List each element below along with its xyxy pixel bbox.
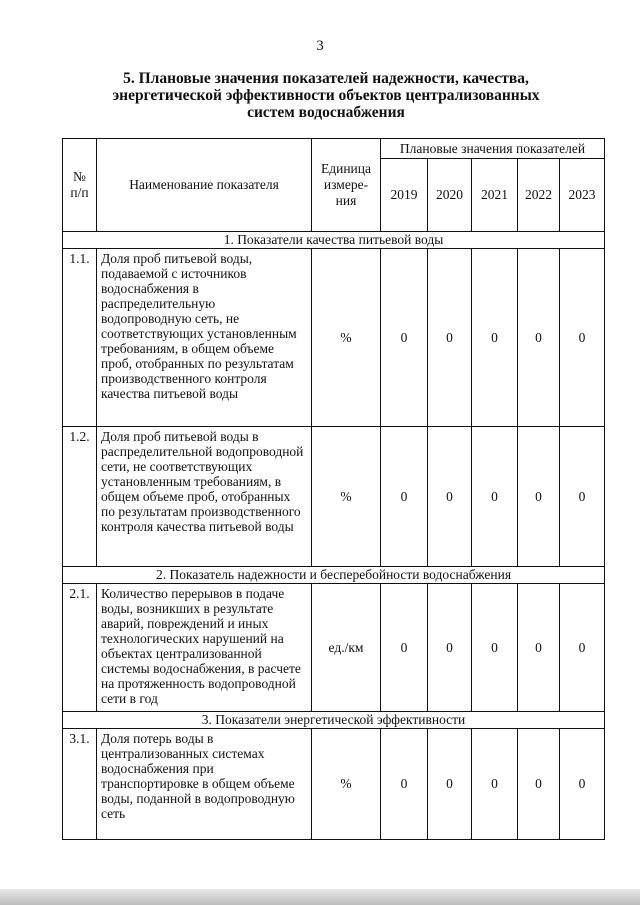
value-2019: 0 <box>381 584 428 712</box>
indicator-unit: ед./км <box>312 584 381 712</box>
section-row <box>63 232 605 249</box>
table-row <box>63 729 605 840</box>
section-row <box>63 567 605 584</box>
value-2023: 0 <box>560 729 605 840</box>
value-2020: 0 <box>428 249 472 427</box>
value-2019: 0 <box>381 249 428 427</box>
section-title: 3. Показатели энергетической эффективности <box>63 712 605 729</box>
indicator-name: Доля проб питьевой воды, подаваемой с источников водоснабжения в распределительную водопроводную сеть, не соответствующих установленным требованиям, в общем объеме проб, отобранных по результатам производственного контроля качества питьевой воды <box>97 249 312 427</box>
value-2023: 0 <box>560 584 605 712</box>
indicator-unit: % <box>312 249 381 427</box>
section-title: 1. Показатели качества питьевой воды <box>63 232 605 249</box>
section-row <box>63 712 605 729</box>
value-2019: 0 <box>381 427 428 567</box>
row-number: 1.2. <box>63 427 97 567</box>
row-number: 1.1. <box>63 249 97 427</box>
header-name: Наименование показателя <box>97 139 312 232</box>
value-2020: 0 <box>428 729 472 840</box>
indicators-table <box>62 138 605 840</box>
table-row <box>63 584 605 712</box>
indicator-unit: % <box>312 427 381 567</box>
value-2023: 0 <box>560 427 605 567</box>
value-2021: 0 <box>472 584 518 712</box>
value-2022: 0 <box>518 427 560 567</box>
document-title <box>96 70 556 121</box>
value-2020: 0 <box>428 427 472 567</box>
title-line-3: систем водоснабжения <box>247 104 405 121</box>
header-unit: Единица измере- ния <box>312 139 381 232</box>
indicator-name: Количество перерывов в подаче воды, возникших в результате аварий, повреждений и иных технологических нарушений на объектах централизованной системы водоснабжения, в расчете на протяженность водопроводной сети в год <box>97 584 312 712</box>
header-year-2023: 2023 <box>560 159 605 232</box>
header-year-2021: 2021 <box>472 159 518 232</box>
section-title: 2. Показатель надежности и бесперебойности водоснабжения <box>63 567 605 584</box>
header-year-2019: 2019 <box>381 159 428 232</box>
value-2021: 0 <box>472 729 518 840</box>
row-number: 2.1. <box>63 584 97 712</box>
header-year-2022: 2022 <box>518 159 560 232</box>
value-2021: 0 <box>472 427 518 567</box>
table-row <box>63 427 605 567</box>
title-line-2: энергетической эффективности объектов централизованных <box>112 87 540 104</box>
value-2019: 0 <box>381 729 428 840</box>
title-line-1: 5. Плановые значения показателей надежности, качества, <box>123 70 529 87</box>
indicator-unit: % <box>312 729 381 840</box>
row-number: 3.1. <box>63 729 97 840</box>
indicator-name: Доля потерь воды в централизованных системах водоснабжения при транспортировке в общем объеме воды, поданной в водопроводную сеть <box>97 729 312 840</box>
value-2022: 0 <box>518 729 560 840</box>
header-row-top <box>63 139 605 159</box>
value-2022: 0 <box>518 249 560 427</box>
header-planned-values: Плановые значения показателей <box>381 139 605 159</box>
header-num: № п/п <box>63 139 97 232</box>
value-2021: 0 <box>472 249 518 427</box>
scan-bottom-edge <box>0 889 640 905</box>
page-number: 3 <box>316 38 324 54</box>
value-2022: 0 <box>518 584 560 712</box>
value-2023: 0 <box>560 249 605 427</box>
indicator-name: Доля проб питьевой воды в распределительной водопроводной сети, не соответствующих установленным требованиям, в общем объеме проб, отобранных по результатам производственного контроля качества питьевой воды <box>97 427 312 567</box>
value-2020: 0 <box>428 584 472 712</box>
table-body <box>63 232 605 840</box>
header-year-2020: 2020 <box>428 159 472 232</box>
table-row <box>63 249 605 427</box>
